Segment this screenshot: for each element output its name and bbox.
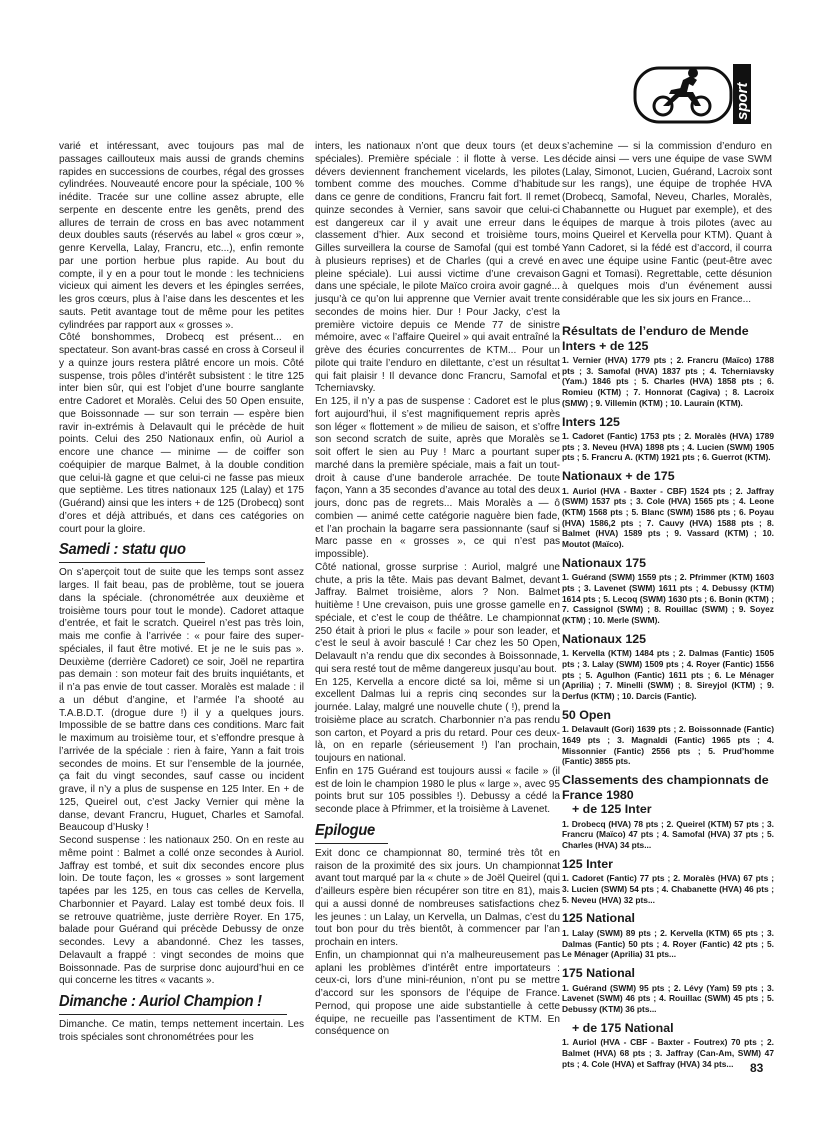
paragraph: Second suspense : les nationaux 250. On en reste au même point : Balmet a collé onze secondes à Auriol. Jaffray est tombé, et suit dix secondes encore plus loin. De toute façon, les « grosses » sont largement tapées par les 125, en tous cas celles de Kervella, Charbonnier et Payard. Lalay est tombé deux fois. Il se retrouve quatrième, juste derrière Royer. En 175, balade pour Guérand qui précède Debussy de onze secondes. Levy a abandonné. Chez les tasses, Delavault a frappé : vingt secondes de moins que Boissonnade. Pas de surprise donc aujourd’hui en ce qui concerne les titres « vacants ».	[59, 835, 304, 987]
section-heading-epilogue	[315, 819, 388, 844]
paragraph: On s’aperçoit tout de suite que les temps sont assez larges. Il fait beau, pas de problème, tout se jouera dans la spéciale. (chronométrée aux deuxième et troisième tours pour tout le monde). Cadoret attaque d’entrée, et fait le scratch. Queirel n’est pas très loin, mais me confie à l’arrivée : « pour faire des super-spéciales, il faut être motivé. Et je ne le suis pas ». Deuxième (derrière Cadoret) ce soir, Joël ne repartira pas demain : son moteur fait des bruits inquiétants, et il n’a pas envie de tout casser. Moralès est malade : il a un début d’angine, et l’armée l’a shooté au T.A.B.D.T. (drogue dure !) il y a quelques jours. Impossible de se battre dans ces conditions. Marc fait le maximum au troisième tour, et s’effondre presque à l’arrivée de la spéciale : rien à faire, Yann a fait trois secondes de moins. Et sur l’ensemble de la journée, ça fait du vingt secondes, sauf casse ou incident grave, il n’y a plus de suspense en 125 Inter. En + de 125, Queirel out, c’est Jacky Vernier qui mène la danse, devant Francru, Huguet, Charles et Samofal. Beaucoup d’Husky !	[59, 567, 304, 834]
paragraph: Dimanche. Ce matin, temps nettement incertain. Les trois spéciales sont chronométrées pour les	[59, 1019, 304, 1043]
section-heading-dimanche	[59, 990, 287, 1015]
classements-category-title: + de 175 National	[572, 1020, 674, 1035]
page-number: 83	[750, 1061, 764, 1075]
classements-category-title: + de 125 Inter	[572, 802, 652, 817]
results-category-title: Nationaux 175	[562, 555, 647, 570]
classements-entries: 1. Lalay (SWM) 89 pts ; 2. Kervella (KTM) 65 pts ; 3. Dalmas (Fantic) 50 pts ; 4. Royer (Fantic) 42 pts ; 5. Le Ménager (Aprilia) 31 pts...	[562, 927, 774, 960]
article-column-3	[562, 141, 772, 307]
results-category-title: Nationaux 125	[562, 631, 647, 646]
paragraph: Enfin, un championnat qui n’a malheureusement pas aplani les problèmes d’intérêt entre importateurs : ceux-ci, lors d’une mini-réunion, n’ont pu se mettre d’accord sur les sponsors de l’équipe de France. Pernod, qui propose une aide substantielle à cette équipe, ne recueille pas l’assentiment de KTM. En conséquence on	[315, 949, 560, 1038]
classements-entries: 1. Guérand (SWM) 95 pts ; 2. Lévy (Yam) 59 pts ; 3. Lavenet (SWM) 46 pts ; 4. Rouillac (SWM) 45 pts ; 5. Debussy (KTM) 36 pts...	[562, 982, 774, 1014]
sport-logo	[633, 62, 753, 126]
results-entries: 1. Cadoret (Fantic) 1753 pts ; 2. Moralès (HVA) 1789 pts ; 3. Neveu (HVA) 1898 pts ; 4. Lucien (SWM) 1905 pts ; 5. Francru A. (KTM) 1921 pts ; 6. Guerrot (KTM).	[562, 431, 774, 463]
results-entries: 1. Kervella (KTM) 1484 pts ; 2. Dalmas (Fantic) 1505 pts ; 3. Lalay (SWM) 1509 pts ; 4. Royer (Fantic) 1556 pts ; 5. Agulhon (Fantic) 1611 pts ; 6. Le Ménager (Aprilia) ; 7. Minelli (SWM) ; 8. Sireyjol (KTM) ; 9. Derfus (KTM) ; 10. Darcis (Fantic).	[562, 648, 774, 702]
classements-entries: 1. Auriol (HVA - CBF - Baxter - Foutrex) 70 pts ; 2. Balmet (HVA) 68 pts ; 3. Jaffray (Can-Am, SWM) 47 pts ; 4. Cole (HVA) et Saffray (HVA) 34 pts...	[562, 1037, 774, 1069]
section-title: Dimanche : Auriol Champion !	[59, 993, 262, 1010]
results-category-title: Inters + de 125	[562, 338, 649, 353]
section-heading-samedi	[59, 538, 205, 563]
classements-category-title: 125 Inter	[562, 856, 613, 871]
results-entries: 1. Vernier (HVA) 1779 pts ; 2. Francru (Maïco) 1788 pts ; 3. Samofal (HVA) 1837 pts ; 4. Tcherniavsky (Yam.) 1846 pts ; 5. Charles (HVA) 1858 pts ; 6. Romieu (KTM) ; 7. Honnorat (Cagiva) ; 8. Lacroix (SMW) ; 9. Villemin (KTM) ; 10. Laurain (KTM).	[562, 355, 774, 408]
results-category-title: Inters 125	[562, 414, 620, 429]
paragraph: Exit donc ce championnat 80, terminé très tôt en raison de la proximité des six jours. Un championnat avant tout marqué par la « chute » de Joël Queirel (qui d’ailleurs espère bien récupérer son titre en 81), mais qui a aussi donné de nombreuses satisfactions chez les jeunes : un Lalay, un Kervella, un Dalmas, c’est du tout bon pour du très bientôt, à commencer par l’an prochain en inters.	[315, 847, 560, 948]
results-panel	[562, 324, 774, 1075]
paragraph: Côté national, grosse surprise : Auriol, malgré une chute, a pris la tête. Mais pas devant Balmet, devant Jaffray. Balmet troisième, alors ? Non. Balmet huitième ! Une crevaison, puis une grosse gamelle en spéciale, et c’est le coup de théâtre. Le championnat 250 était à priori le plus « facile » pour son leader, et c’est le seul à avoir basculé ! Car chez les 50 Open, Delavault n’a rendu que dix secondes à Boissonnade, qui sera resté tout de même dangereux jusqu’au bout.	[315, 561, 560, 675]
paragraph: Enfin en 175 Guérand est toujours aussi « facile » (il est de loin le champion 1980 le plus « large », avec 95 points brut sur 105 possibles !). Debussy a cédé la seconde place à Pfrimmer, et la troisième à Lavenet.	[315, 765, 560, 815]
classements-title: Classements des championnats de France 1980	[562, 773, 769, 802]
paragraph: s’achemine — si la commission d’enduro en décide ainsi — vers une équipe de vase SWM (Lalay, Simonot, Lucien, Guérand, Lacroix sont sur les rangs), une équipe de trophée HVA (Drobecq, Samofal, Neveu, Charles, Moralès, Chabannette ou Huguet par exemple), et des équipes de marque à trois pilotes (avec au moins Queirel et Kervella pour KTM). Quant à Yann Cadoret, si la fédé est d’accord, il courra avec une équipe usine Fantic (peut-être avec Gagni et Tomasi). Regrettable, cette désunion à quelques mois d’un événement aussi considérable que les six jours en France...	[562, 141, 772, 305]
section-title: Epilogue	[315, 821, 375, 839]
results-entries: 1. Delavault (Gori) 1639 pts ; 2. Boissonnade (Fantic) 1649 pts ; 3. Magnaldi (Fantic) 1965 pts ; 4. Missonnier (Fantic) 2556 pts ; 5. Prud’homme (Fantic) 3855 pts.	[562, 724, 774, 767]
results-entries: 1. Guérand (SWM) 1559 pts ; 2. Pfrimmer (KTM) 1603 pts ; 3. Lavenet (SWM) 1611 pts ; 4. Debussy (KTM) 1614 pts ; 5. Lecoq (SWM) 1630 pts ; 6. Bonin (KTM) ; 7. Cassignol (SWM) ; 8. Rouillac (SWM) ; 9. Soyez (KTM) ; 10. Merle (SWM).	[562, 572, 774, 626]
paragraph: En 125, il n’y a pas de suspense : Cadoret est le plus fort aujourd’hui, il s’est magnifiquement repris après son léger « flottement » de milieu de saison, et s’offre son second scratch de suite, après que Moralès se soit offert le sien au Puy ! Marc a pourtant super marché dans la première spéciale, mais a fait un tout-droit à cause d’une banderole arrachée. De toute façon, Yann a 35 secondes d’avance au total des deux jours, donc pas de regrets... Mais Moralès a — ô combien — animé cette catégorie naguère bien fade, et l’an prochain la bagarre sera passionnante (sauf si Marc passe en « grosses », ce qui n’est pas impossible).	[315, 396, 560, 560]
results-category-title: 50 Open	[562, 707, 611, 722]
classements-category-title: 125 National	[562, 911, 635, 926]
sport-logo-text: sport	[734, 82, 751, 120]
classements-entries: 1. Cadoret (Fantic) 77 pts ; 2. Moralès (HVA) 67 pts ; 3. Lucien (SWM) 54 pts ; 4. Chabanette (HVA) 46 pts ; 5. Neveu (HVA) 32 pts...	[562, 873, 774, 905]
paragraph: varié et intéressant, avec toujours pas mal de passages caillouteux mais aussi de grands chemins rapides en successions de courbes, régal des grosses cylindrées. Nouveauté encore pour la spéciale, 100 % inédite. Tracée sur une colline assez abrupte, elle serpente en descente entre les genêts, prend des allures de terrain de cross en bas avec notamment deux doubles sauts (réservés au label « gros cœur », genre Kervella, Lalay, Francru, etc...), enfin remonte par une portion herbue plus rapide. Au bout du compte, il y en a pour tout le monde : les techniciens vicieux qui aiment les devers et les épingles serrées, les gros cœurs, plus à l’aise dans les descentes et les sauts. Petit avantage tout de même pour les petites cylindrées par rapport aux « grosses ».	[59, 141, 304, 331]
paragraph: En 125, Kervella a encore dicté sa loi, même si un excellent Dalmas lui a repris cinq secondes sur la journée. Lalay, malgré une nouvelle chute ( !), prend la troisième place au scratch. Charbonnier n’a pas rendu son carton, et Poyard a pris du retard. Pour ces deux-là, on en reparle (sérieusement !) l’an prochain, toujours en national.	[315, 676, 560, 764]
classements-category-title: 175 National	[562, 966, 635, 981]
article-column-2	[315, 141, 560, 1039]
results-category-title: Nationaux + de 175	[562, 469, 675, 484]
classements-entries: 1. Drobecq (HVA) 78 pts ; 2. Queirel (KTM) 57 pts ; 3. Francru (Maïco) 47 pts ; 4. Samofal (HVA) 37 pts ; 5. Charles (HVA) 34 pts...	[562, 818, 774, 851]
results-entries: 1. Auriol (HVA - Baxter - CBF) 1524 pts ; 2. Jaffray (SWM) 1537 pts ; 3. Cole (HVA) 1565 pts ; 4. Leone (KTM) 1568 pts ; 5. Blanc (SWM) 1586 pts ; 6. Poyau (HVA) 1586,2 pts ; 7. Cauvy (HVA) 1588 pts ; 8. Balmet (HVA) 1589 pts ; 9. Vassard (KTM) ; 10. Moutot (Maïco).	[562, 485, 774, 550]
paragraph: inters, les nationaux n’ont que deux tours (et deux spéciales). Première spéciale : il flotte à verse. Les dévers deviennent franchement vicelards, les pilotes tombent comme des mouches. Comme d’habitude dans ce genre de conditions, Francru fait fort. Il remet quinze secondes à Vernier, sans savoir que celui-ci est dangereux car il y avait une erreur dans le classement d’hier. Aux second et troisième tours, Gilles surveillera la course de Samofal (qui est tombé à plusieurs reprises) et de Charles (qui a crevé en pleine spéciale). Lui aussi victime d’une crevaison dans une spéciale, le pilote Maïco croira avoir gagné... jusqu’à ce qu’on lui apprenne que Vernier avait trente secondes de moins hier. Dur ! Pour Jacky, c’est la première victoire depuis ce Mende 77 de sinistre mémoire, avec « l’affaire Queirel » qui avait entraîné la grève des écuries concurrentes de KTM... Pour un pilote qui traite l’enduro en dilettante, c’est un résultat qui fait plaisir ! Il devance donc Francru, Samofal et Tcherniavsky.	[315, 141, 560, 395]
paragraph: Côté bonshommes, Drobecq est présent... en spectateur. Son avant-bras cassé en cross à Corseul il y a quinze jours restera plâtré encore un mois. Côté suspense, trois pôles d’intérêt subsistent : le titre 125 inter bien sûr, qui est l’objet d’une bourre sanglante entre Cadoret et Moralès. Celui des 50 Open ensuite, que Boissonnade — sur son terrain — espère bien ravir in-extrémis à Delavault qui le précède de huit points. Celui des 250 Nationaux enfin, où Auriol a encore une chance — minime — de coiffer son coéquipier de marque Balmet, à la double condition que celui-là gagne et que celui-ci ne fasse pas mieux que septième. Les titres nationaux 125 (Lalay) et 175 (Guérand) ainsi que les inters + de 125 (Drobecq) sont d’ores et déjà attribués, et dans ces catégories on court pour la gloire.	[59, 332, 304, 535]
section-title: Samedi : statu quo	[59, 541, 186, 559]
results-title: Résultats de l’enduro de Mende	[562, 324, 749, 338]
article-column-1	[59, 141, 304, 1045]
